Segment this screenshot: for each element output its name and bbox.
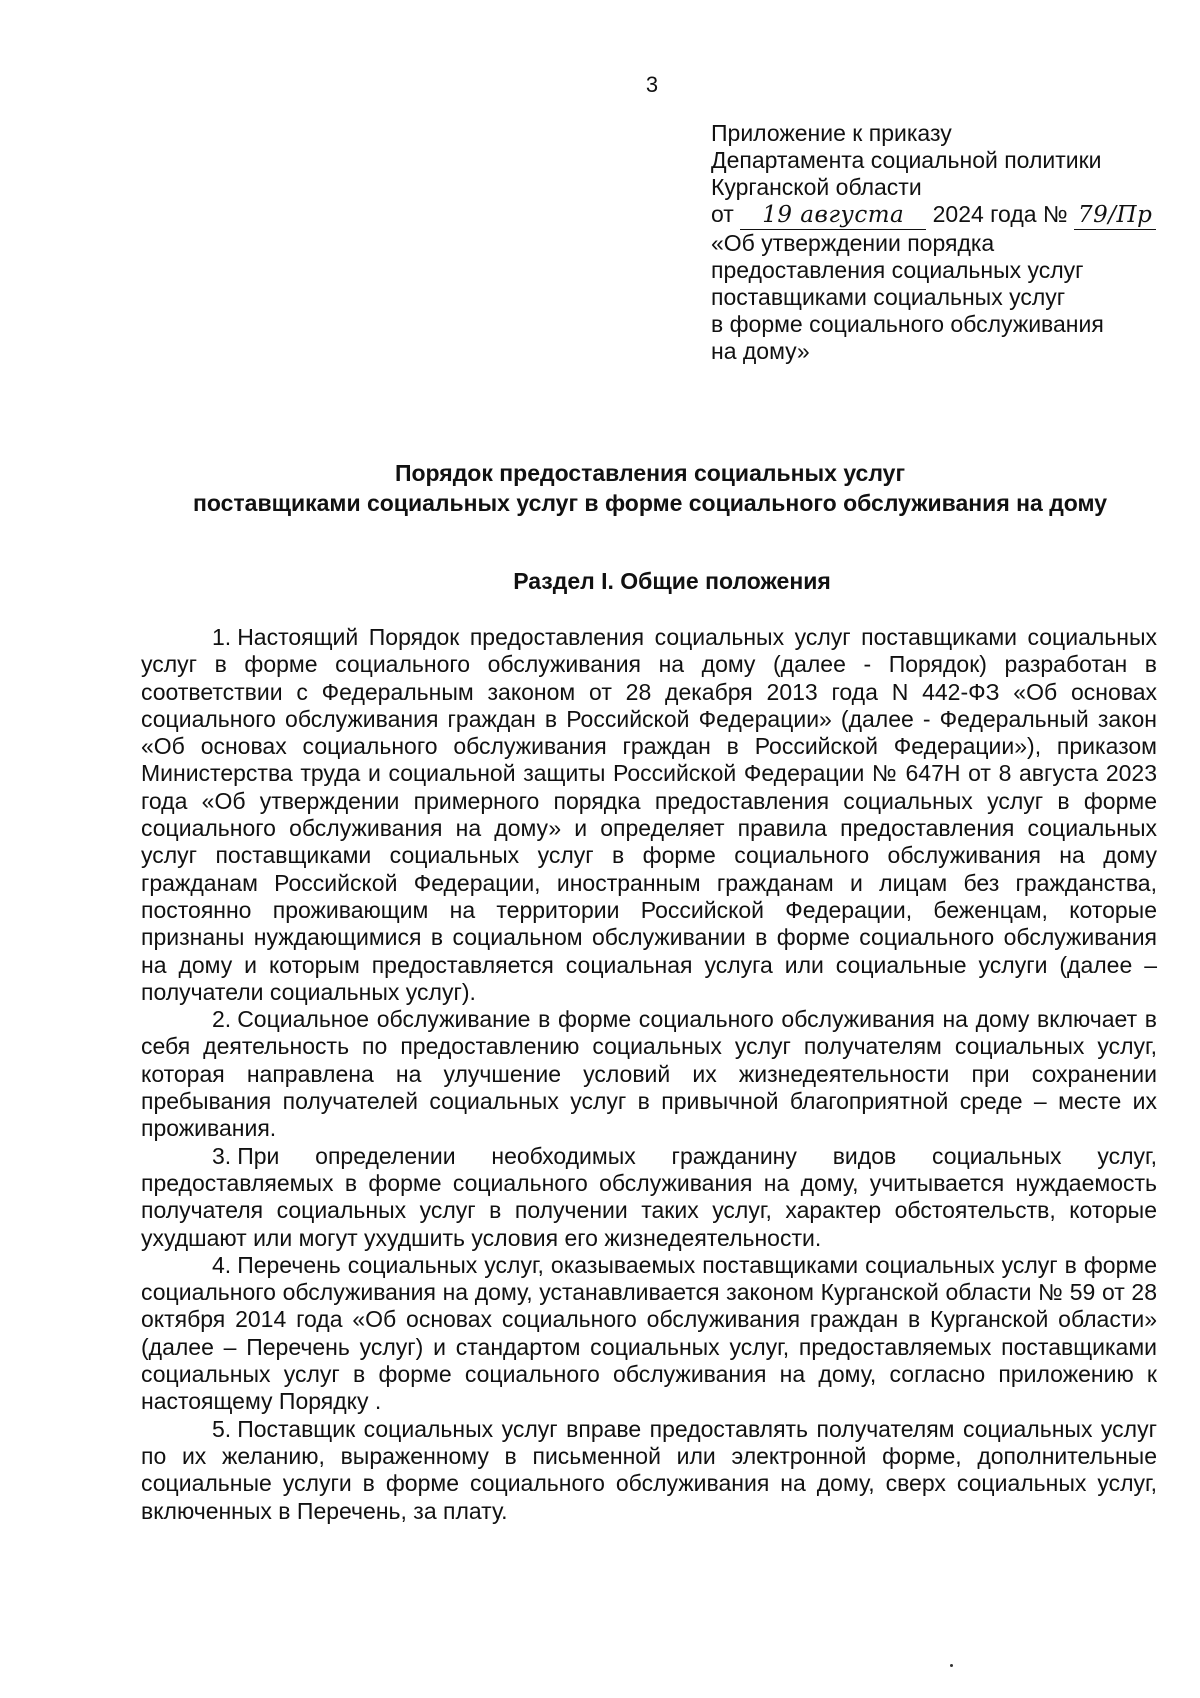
page-number: 3 xyxy=(645,72,659,97)
section-title: Раздел I. Общие положения xyxy=(513,568,831,594)
paragraph-5 xyxy=(141,1416,1157,1525)
appendix-line-5: «Об утверждении порядка xyxy=(711,230,995,256)
appendix-line-9: на дому» xyxy=(711,338,810,364)
document-body xyxy=(141,624,1157,1525)
appendix-header xyxy=(711,120,1181,365)
title-line-1: Порядок предоставления социальных услуг xyxy=(394,460,906,486)
paragraph-number: 1. xyxy=(212,624,232,650)
paragraph-text: Перечень социальных услуг, оказываемых поставщиками социальных услуг в форме социального обслуживания на дому, устанавливается законом Курганской области № 59 от 28 октября 2014 года «Об основах социального обслуживания граждан в Курганской области» (далее – Перечень услуг) и стандартом социальных услуг, предоставляемых поставщиками социальных услуг в форме социального обслуживания на дому, согласно приложению к настоящему Порядку . xyxy=(141,1251,1157,1415)
paragraph-number: 2. xyxy=(212,1006,232,1033)
appendix-line-7: поставщиками социальных услуг xyxy=(711,284,1066,310)
paragraph-text: При определении необходимых гражданину видов социальных услуг, предоставляемых в форме социального обслуживания на дому, учитывается нуждаемость получателя социальных услуг в получении таких услуг, характер обстоятельств, которые ухудшают или могут ухудшить условия его жизнедеятельности. xyxy=(141,1142,1157,1251)
year-text: 2024 года № xyxy=(932,201,1068,227)
paragraph-text: Настоящий Порядок предоставления социальных услуг поставщиками социальных услуг в форме социального обслуживания на дому (далее - Порядок) разработан в соответствии с Федеральным законом от 28 декабря 2013 года N 442-ФЗ «Об основах социального обслуживания граждан в Российской Федерации» (далее - Федеральный закон «Об основах социального обслуживания граждан в Российской Федерации»), приказом Министерства труда и социальной защиты Российской Федерации № 647Н от 8 августа 2023 года «Об утверждении примерного порядка предоставления социальных услуг в форме социального обслуживания на дому» и определяет правила предоставления социальных услуг поставщиками социальных услуг в форме социального обслуживания на дому гражданам Российской Федерации, иностранным гражданам и лицам без гражданства, постоянно проживающим на территории Российской Федерации, беженцам, которые признаны нуждающимися в социальном обслуживании в форме социального обслуживания на дому и которым предоставляется социальная услуга или социальные услуги (далее – получатели социальных услуг). xyxy=(141,624,1157,1005)
paragraph-3 xyxy=(141,1143,1157,1252)
handwritten-date: 19 августа xyxy=(740,202,926,230)
paragraph-number: 3. xyxy=(212,1142,232,1169)
paragraph-text: Поставщик социальных услуг вправе предоставлять получателям социальных услуг по их желанию, выраженному в письменной или электронной форме, дополнительные социальные услуги в форме социального обслуживания на дому, сверх социальных услуг, включенных в Перечень, за плату. xyxy=(141,1415,1157,1524)
paragraph-2 xyxy=(141,1006,1157,1142)
paragraph-number: 5. xyxy=(212,1415,232,1442)
paragraph-4 xyxy=(141,1252,1157,1416)
date-prefix: от xyxy=(711,201,734,227)
appendix-line-1: Приложение к приказу xyxy=(711,120,952,146)
paragraph-text: Социальное обслуживание в форме социального обслуживания на дому включает в себя деятельность по предоставлению социальных услуг получателям социальных услуг, которая направлена на улучшение условий их жизнедеятельности при сохранении пребывания получателей социальных услуг в привычной благоприятной среде – месте их проживания. xyxy=(141,1006,1157,1142)
appendix-date-line xyxy=(711,201,1181,230)
appendix-line-2: Департамента социальной политики xyxy=(711,147,1102,173)
scan-speck xyxy=(950,1664,953,1667)
paragraph-number: 4. xyxy=(212,1251,232,1278)
appendix-line-6: предоставления социальных услуг xyxy=(711,257,1084,283)
title-line-2: поставщиками социальных услуг в форме социального обслуживания на дому xyxy=(192,490,1108,516)
document-title xyxy=(110,458,1190,518)
paragraph-1 xyxy=(141,624,1157,1006)
appendix-line-8: в форме социального обслуживания xyxy=(711,311,1104,337)
appendix-line-3: Курганской области xyxy=(711,174,922,200)
handwritten-order-number: 79/Пр xyxy=(1074,202,1156,230)
